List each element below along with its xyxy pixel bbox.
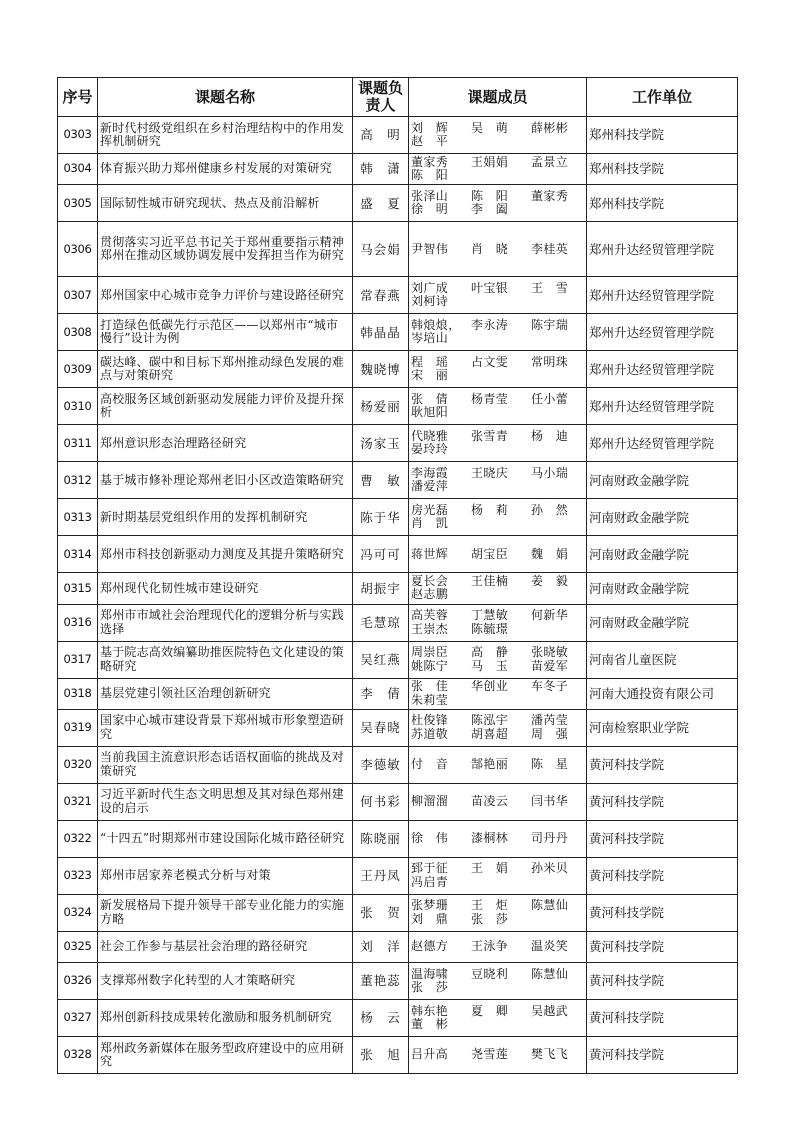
project-name: 郑州政务新媒体在服务型政府建设中的应用研究 bbox=[98, 1037, 353, 1074]
member-name: 马 玉 bbox=[471, 658, 509, 673]
table-row bbox=[58, 117, 738, 154]
row-number: 0313 bbox=[58, 499, 98, 536]
table-row bbox=[58, 857, 738, 894]
member-name: 徐 伟 bbox=[411, 831, 449, 846]
project-name: 习近平新时代生态文明思想及其对绿色郑州建设的启示 bbox=[98, 783, 353, 820]
member-name: 杨 迪 bbox=[531, 428, 569, 443]
table-row bbox=[58, 388, 738, 425]
row-number: 0311 bbox=[58, 425, 98, 462]
member-name: 尹智伟 bbox=[411, 241, 449, 256]
member-name: 何新华 bbox=[531, 608, 569, 623]
member-name: 高芙蓉 bbox=[411, 608, 449, 623]
member-name: 胡喜超 bbox=[471, 726, 509, 741]
work-unit: 郑州科技学院 bbox=[587, 154, 738, 185]
member-name: 代晓雅 bbox=[411, 428, 449, 443]
member-name: 陈宇瑞 bbox=[531, 317, 569, 332]
project-lead: 王丹凤 bbox=[353, 857, 409, 894]
member-name: 王 雪 bbox=[531, 280, 569, 295]
work-unit: 黄河科技学院 bbox=[587, 1000, 738, 1037]
member-name: 张泽山 bbox=[411, 188, 449, 203]
member-name: 柳溜溜 bbox=[411, 794, 449, 809]
member-name: 李永涛 bbox=[471, 317, 509, 332]
project-name: 基层党建引领社区治理创新研究 bbox=[98, 678, 353, 709]
member-name: 杨 莉 bbox=[471, 502, 509, 517]
project-name: 新发展格局下提升领导干部专业化能力的实施方略 bbox=[98, 894, 353, 931]
table-row bbox=[58, 709, 738, 746]
work-unit: 郑州升达经贸管理学院 bbox=[587, 222, 738, 277]
member-name: 潘芮莹 bbox=[531, 713, 569, 728]
work-unit: 郑州升达经贸管理学院 bbox=[587, 277, 738, 314]
member-name: 徐 明 bbox=[411, 202, 449, 217]
project-members bbox=[409, 185, 587, 222]
member-name: 吕升高 bbox=[411, 1047, 449, 1062]
member-name: 周 强 bbox=[531, 726, 569, 741]
member-name: 漆桐林 bbox=[471, 831, 509, 846]
project-lead: 陈于华 bbox=[353, 499, 409, 536]
work-unit: 郑州升达经贸管理学院 bbox=[587, 388, 738, 425]
member-name: 王 娟 bbox=[471, 861, 509, 876]
project-members bbox=[409, 573, 587, 604]
member-name: 冯启青 bbox=[411, 874, 449, 889]
member-name: 程 瑶 bbox=[411, 354, 449, 369]
project-table bbox=[57, 77, 738, 1074]
member-name: 董家秀 bbox=[531, 188, 569, 203]
table-row bbox=[58, 154, 738, 185]
project-members bbox=[409, 536, 587, 573]
work-unit: 黄河科技学院 bbox=[587, 963, 738, 1000]
work-unit: 黄河科技学院 bbox=[587, 820, 738, 857]
member-name: 魏 娟 bbox=[531, 546, 569, 561]
project-lead: 吴红燕 bbox=[353, 641, 409, 678]
project-lead: 韩 潇 bbox=[353, 154, 409, 185]
project-members bbox=[409, 604, 587, 641]
table-row bbox=[58, 351, 738, 388]
project-name: 国际韧性城市研究现状、热点及前沿解析 bbox=[98, 185, 353, 222]
member-name: 苏道敬 bbox=[411, 726, 449, 741]
table-row bbox=[58, 185, 738, 222]
project-name: 郑州意识形态治理路径研究 bbox=[98, 425, 353, 462]
member-name: 晏玲玲 bbox=[411, 442, 449, 457]
project-members bbox=[409, 641, 587, 678]
project-lead: 吴春晓 bbox=[353, 709, 409, 746]
project-members bbox=[409, 117, 587, 154]
work-unit: 黄河科技学院 bbox=[587, 857, 738, 894]
member-name: 樊飞飞 bbox=[531, 1047, 569, 1062]
work-unit: 河南财政金融学院 bbox=[587, 499, 738, 536]
project-name: 郑州市市域社会治理现代化的逻辑分析与实践选择 bbox=[98, 604, 353, 641]
project-lead: 常春燕 bbox=[353, 277, 409, 314]
project-name: 郑州国家中心城市竞争力评价与建设路径研究 bbox=[98, 277, 353, 314]
member-name: 陈 阳 bbox=[411, 168, 449, 183]
member-name: 姜 毅 bbox=[531, 573, 569, 588]
member-name: 李海霞 bbox=[411, 465, 449, 480]
member-name: 叶宝银 bbox=[471, 280, 509, 295]
project-members bbox=[409, 709, 587, 746]
project-lead: 李德敏 bbox=[353, 746, 409, 783]
header-unit: 工作单位 bbox=[587, 78, 738, 117]
work-unit: 河南财政金融学院 bbox=[587, 536, 738, 573]
row-number: 0317 bbox=[58, 641, 98, 678]
row-number: 0322 bbox=[58, 820, 98, 857]
table-row bbox=[58, 820, 738, 857]
member-name: 董家秀 bbox=[411, 154, 449, 169]
project-lead: 高 明 bbox=[353, 117, 409, 154]
member-name: 郅于征 bbox=[411, 861, 449, 876]
project-name: 体育振兴助力郑州健康乡村发展的对策研究 bbox=[98, 154, 353, 185]
row-number: 0304 bbox=[58, 154, 98, 185]
row-number: 0320 bbox=[58, 746, 98, 783]
project-name: 基于城市修补理论郑州老旧小区改造策略研究 bbox=[98, 462, 353, 499]
member-name: 张 莎 bbox=[411, 980, 449, 995]
work-unit: 河南检察职业学院 bbox=[587, 709, 738, 746]
project-members bbox=[409, 1000, 587, 1037]
work-unit: 黄河科技学院 bbox=[587, 931, 738, 962]
table-row bbox=[58, 783, 738, 820]
member-name: 韩烺烺， bbox=[411, 317, 461, 332]
member-name: 吴 萌 bbox=[471, 120, 509, 135]
header-seq: 序号 bbox=[58, 78, 98, 117]
project-members bbox=[409, 931, 587, 962]
project-name: 郑州现代化韧性城市建设研究 bbox=[98, 573, 353, 604]
member-name: 耿旭阳 bbox=[411, 405, 449, 420]
header-lead: 课题负责人 bbox=[353, 78, 409, 117]
work-unit: 河南财政金融学院 bbox=[587, 573, 738, 604]
project-members bbox=[409, 894, 587, 931]
project-members bbox=[409, 499, 587, 536]
member-name: 付 音 bbox=[411, 757, 449, 772]
member-name: 陈毓璟 bbox=[471, 621, 509, 636]
member-name: 丁慧敏 bbox=[471, 608, 509, 623]
member-name: 马小瑞 bbox=[531, 465, 569, 480]
member-name: 陈泓宇 bbox=[471, 713, 509, 728]
member-name: 司丹丹 bbox=[531, 831, 569, 846]
member-name: 温炎笑 bbox=[531, 939, 569, 954]
member-name: 张 莎 bbox=[471, 911, 509, 926]
table-row bbox=[58, 277, 738, 314]
project-members bbox=[409, 783, 587, 820]
row-number: 0306 bbox=[58, 222, 98, 277]
member-name: 李桂英 bbox=[531, 241, 569, 256]
member-name: 胡宝臣 bbox=[471, 546, 509, 561]
work-unit: 黄河科技学院 bbox=[587, 894, 738, 931]
table-row bbox=[58, 931, 738, 962]
project-lead: 李 倩 bbox=[353, 678, 409, 709]
work-unit: 河南财政金融学院 bbox=[587, 462, 738, 499]
project-members bbox=[409, 1037, 587, 1074]
row-number: 0321 bbox=[58, 783, 98, 820]
row-number: 0308 bbox=[58, 314, 98, 351]
member-name: 孟景立 bbox=[531, 154, 569, 169]
project-members bbox=[409, 314, 587, 351]
member-name: 王娟娟 bbox=[471, 154, 509, 169]
project-lead: 杨 云 bbox=[353, 1000, 409, 1037]
project-name: 碳达峰、碳中和目标下郑州推动绿色发展的难点与对策研究 bbox=[98, 351, 353, 388]
work-unit: 河南大通投资有限公司 bbox=[587, 678, 738, 709]
project-name: 基于院志高效编纂助推医院特色文化建设的策略研究 bbox=[98, 641, 353, 678]
member-name: 肖 晓 bbox=[471, 241, 509, 256]
member-name: 王泳争 bbox=[471, 939, 509, 954]
member-name: 陈 阳 bbox=[471, 188, 509, 203]
member-name: 刘 辉 bbox=[411, 120, 449, 135]
row-number: 0324 bbox=[58, 894, 98, 931]
work-unit: 郑州升达经贸管理学院 bbox=[587, 425, 738, 462]
project-members bbox=[409, 277, 587, 314]
row-number: 0315 bbox=[58, 573, 98, 604]
table-header-row bbox=[58, 78, 738, 117]
project-lead: 魏晓博 bbox=[353, 351, 409, 388]
project-lead: 韩晶晶 bbox=[353, 314, 409, 351]
row-number: 0307 bbox=[58, 277, 98, 314]
project-members bbox=[409, 820, 587, 857]
work-unit: 黄河科技学院 bbox=[587, 746, 738, 783]
member-name: 常明珠 bbox=[531, 354, 569, 369]
member-name: 陈慧仙 bbox=[531, 966, 569, 981]
member-name: 张雪青 bbox=[471, 428, 509, 443]
row-number: 0319 bbox=[58, 709, 98, 746]
member-name: 张梦珊 bbox=[411, 898, 449, 913]
project-members bbox=[409, 388, 587, 425]
table-row bbox=[58, 499, 738, 536]
row-number: 0326 bbox=[58, 963, 98, 1000]
work-unit: 黄河科技学院 bbox=[587, 1037, 738, 1074]
header-members: 课题成员 bbox=[409, 78, 587, 117]
work-unit: 黄河科技学院 bbox=[587, 783, 738, 820]
row-number: 0312 bbox=[58, 462, 98, 499]
project-lead: 盛 夏 bbox=[353, 185, 409, 222]
member-name: 肖 凯 bbox=[411, 516, 449, 531]
member-name: 朱莉莹 bbox=[411, 692, 449, 707]
member-name: 占文雯 bbox=[471, 354, 509, 369]
member-name: 姚陈宁 bbox=[411, 658, 449, 673]
project-lead: 杨爱丽 bbox=[353, 388, 409, 425]
member-name: 吴越武 bbox=[531, 1003, 569, 1018]
project-members bbox=[409, 857, 587, 894]
project-members bbox=[409, 222, 587, 277]
project-name: 国家中心城市建设背景下郑州城市形象塑造研究 bbox=[98, 709, 353, 746]
project-lead: 马会娟 bbox=[353, 222, 409, 277]
member-name: 赵德方 bbox=[411, 939, 449, 954]
member-name: 华创业 bbox=[471, 679, 509, 694]
project-members bbox=[409, 746, 587, 783]
project-lead: 何书彩 bbox=[353, 783, 409, 820]
row-number: 0310 bbox=[58, 388, 98, 425]
member-name: 任小蕾 bbox=[531, 391, 569, 406]
member-name: 刘广成 bbox=[411, 280, 449, 295]
member-name: 赵 平 bbox=[411, 134, 449, 148]
member-name: 房光磊 bbox=[411, 502, 449, 517]
project-members bbox=[409, 351, 587, 388]
project-lead: 冯可可 bbox=[353, 536, 409, 573]
row-number: 0309 bbox=[58, 351, 98, 388]
project-name: 社会工作参与基层社会治理的路径研究 bbox=[98, 931, 353, 962]
table-row bbox=[58, 314, 738, 351]
member-name: 夏长会 bbox=[411, 573, 449, 588]
member-name: 车冬子 bbox=[531, 679, 569, 694]
row-number: 0328 bbox=[58, 1037, 98, 1074]
project-name: 新时期基层党组织作用的发挥机制研究 bbox=[98, 499, 353, 536]
project-lead: 刘 洋 bbox=[353, 931, 409, 962]
row-number: 0325 bbox=[58, 931, 98, 962]
row-number: 0316 bbox=[58, 604, 98, 641]
member-name: 王 炬 bbox=[471, 898, 509, 913]
member-name: 郜艳丽 bbox=[471, 757, 509, 772]
table-row bbox=[58, 1000, 738, 1037]
project-lead: 董艳蕊 bbox=[353, 963, 409, 1000]
project-name: 高校服务区域创新驱动发展能力评价及提升探析 bbox=[98, 388, 353, 425]
project-lead: 张 贺 bbox=[353, 894, 409, 931]
member-name: 张晓敏 bbox=[531, 645, 569, 660]
member-name: 王佳楠 bbox=[471, 573, 509, 588]
project-name: 郑州市居家养老模式分析与对策 bbox=[98, 857, 353, 894]
row-number: 0305 bbox=[58, 185, 98, 222]
member-name: 蒋世辉 bbox=[411, 546, 449, 561]
table-row bbox=[58, 678, 738, 709]
member-name: 杜俊锋 bbox=[411, 713, 449, 728]
project-name: 支撑郑州数字化转型的人才策略研究 bbox=[98, 963, 353, 1000]
table-row bbox=[58, 222, 738, 277]
member-name: 尧雪莲 bbox=[471, 1047, 509, 1062]
table-row bbox=[58, 963, 738, 1000]
table-row bbox=[58, 604, 738, 641]
member-name: 闫书华 bbox=[531, 794, 569, 809]
member-name: 潘爱萍 bbox=[411, 479, 449, 494]
header-name: 课题名称 bbox=[98, 78, 353, 117]
row-number: 0318 bbox=[58, 678, 98, 709]
member-name: 苗凌云 bbox=[471, 794, 509, 809]
member-name: 宋 丽 bbox=[411, 368, 449, 383]
work-unit: 郑州升达经贸管理学院 bbox=[587, 351, 738, 388]
project-lead: 曹 敏 bbox=[353, 462, 409, 499]
member-name: 王晓庆 bbox=[471, 465, 509, 480]
project-members bbox=[409, 154, 587, 185]
member-name: 孙米贝 bbox=[531, 861, 569, 876]
project-lead: 毛慧琼 bbox=[353, 604, 409, 641]
project-lead: 陈晓丽 bbox=[353, 820, 409, 857]
project-name: “十四五”时期郑州市建设国际化城市路径研究 bbox=[98, 820, 353, 857]
row-number: 0323 bbox=[58, 857, 98, 894]
project-lead: 汤家玉 bbox=[353, 425, 409, 462]
member-name: 董 彬 bbox=[411, 1017, 449, 1032]
work-unit: 河南省儿童医院 bbox=[587, 641, 738, 678]
row-number: 0327 bbox=[58, 1000, 98, 1037]
member-name: 高 静 bbox=[471, 645, 509, 660]
member-name: 薛彬彬 bbox=[531, 120, 569, 135]
project-name: 郑州创新科技成果转化激励和服务机制研究 bbox=[98, 1000, 353, 1037]
project-members bbox=[409, 425, 587, 462]
work-unit: 郑州科技学院 bbox=[587, 117, 738, 154]
project-name: 打造绿色低碳先行示范区——以郑州市“城市慢行”设计为例 bbox=[98, 314, 353, 351]
table-row bbox=[58, 536, 738, 573]
member-name: 周崇臣 bbox=[411, 645, 449, 660]
member-name: 张 倩 bbox=[411, 391, 449, 406]
member-name: 赵志鹏 bbox=[411, 587, 449, 602]
member-name: 刘柯诗 bbox=[411, 294, 449, 309]
project-name: 贯彻落实习近平总书记关于郑州重要指示精神郑州在推动区域协调发展中发挥担当作为研究 bbox=[98, 222, 353, 277]
member-name: 杨青莹 bbox=[471, 391, 509, 406]
member-name: 温海啸 bbox=[411, 966, 449, 981]
work-unit: 郑州科技学院 bbox=[587, 185, 738, 222]
table-row bbox=[58, 462, 738, 499]
member-name: 豆晓利 bbox=[471, 966, 509, 981]
table-row bbox=[58, 1037, 738, 1074]
project-members bbox=[409, 963, 587, 1000]
member-name: 刘 鼎 bbox=[411, 911, 449, 926]
table-body bbox=[58, 117, 738, 1074]
project-lead: 胡振宇 bbox=[353, 573, 409, 604]
work-unit: 河南财政金融学院 bbox=[587, 604, 738, 641]
project-name: 新时代村级党组织在乡村治理结构中的作用发挥机制研究 bbox=[98, 117, 353, 154]
project-name: 郑州市科技创新驱动力测度及其提升策略研究 bbox=[98, 536, 353, 573]
member-name: 苗爱军 bbox=[531, 658, 569, 673]
table-row bbox=[58, 425, 738, 462]
member-name: 李 阖 bbox=[471, 202, 509, 217]
table-row bbox=[58, 573, 738, 604]
row-number: 0314 bbox=[58, 536, 98, 573]
project-members bbox=[409, 678, 587, 709]
member-name: 王崇杰 bbox=[411, 621, 449, 636]
member-name: 韩东艳 bbox=[411, 1003, 449, 1018]
member-name: 夏 卿 bbox=[471, 1003, 509, 1018]
table-row bbox=[58, 894, 738, 931]
table-row bbox=[58, 641, 738, 678]
project-members bbox=[409, 462, 587, 499]
member-name: 岑培山 bbox=[411, 331, 449, 346]
table-row bbox=[58, 746, 738, 783]
project-lead: 张 旭 bbox=[353, 1037, 409, 1074]
work-unit: 郑州升达经贸管理学院 bbox=[587, 314, 738, 351]
member-name: 陈 星 bbox=[531, 757, 569, 772]
member-name: 张 佳 bbox=[411, 679, 449, 694]
member-name: 陈慧仙 bbox=[531, 898, 569, 913]
row-number: 0303 bbox=[58, 117, 98, 154]
member-name: 孙 然 bbox=[531, 502, 569, 517]
project-name: 当前我国主流意识形态话语权面临的挑战及对策研究 bbox=[98, 746, 353, 783]
